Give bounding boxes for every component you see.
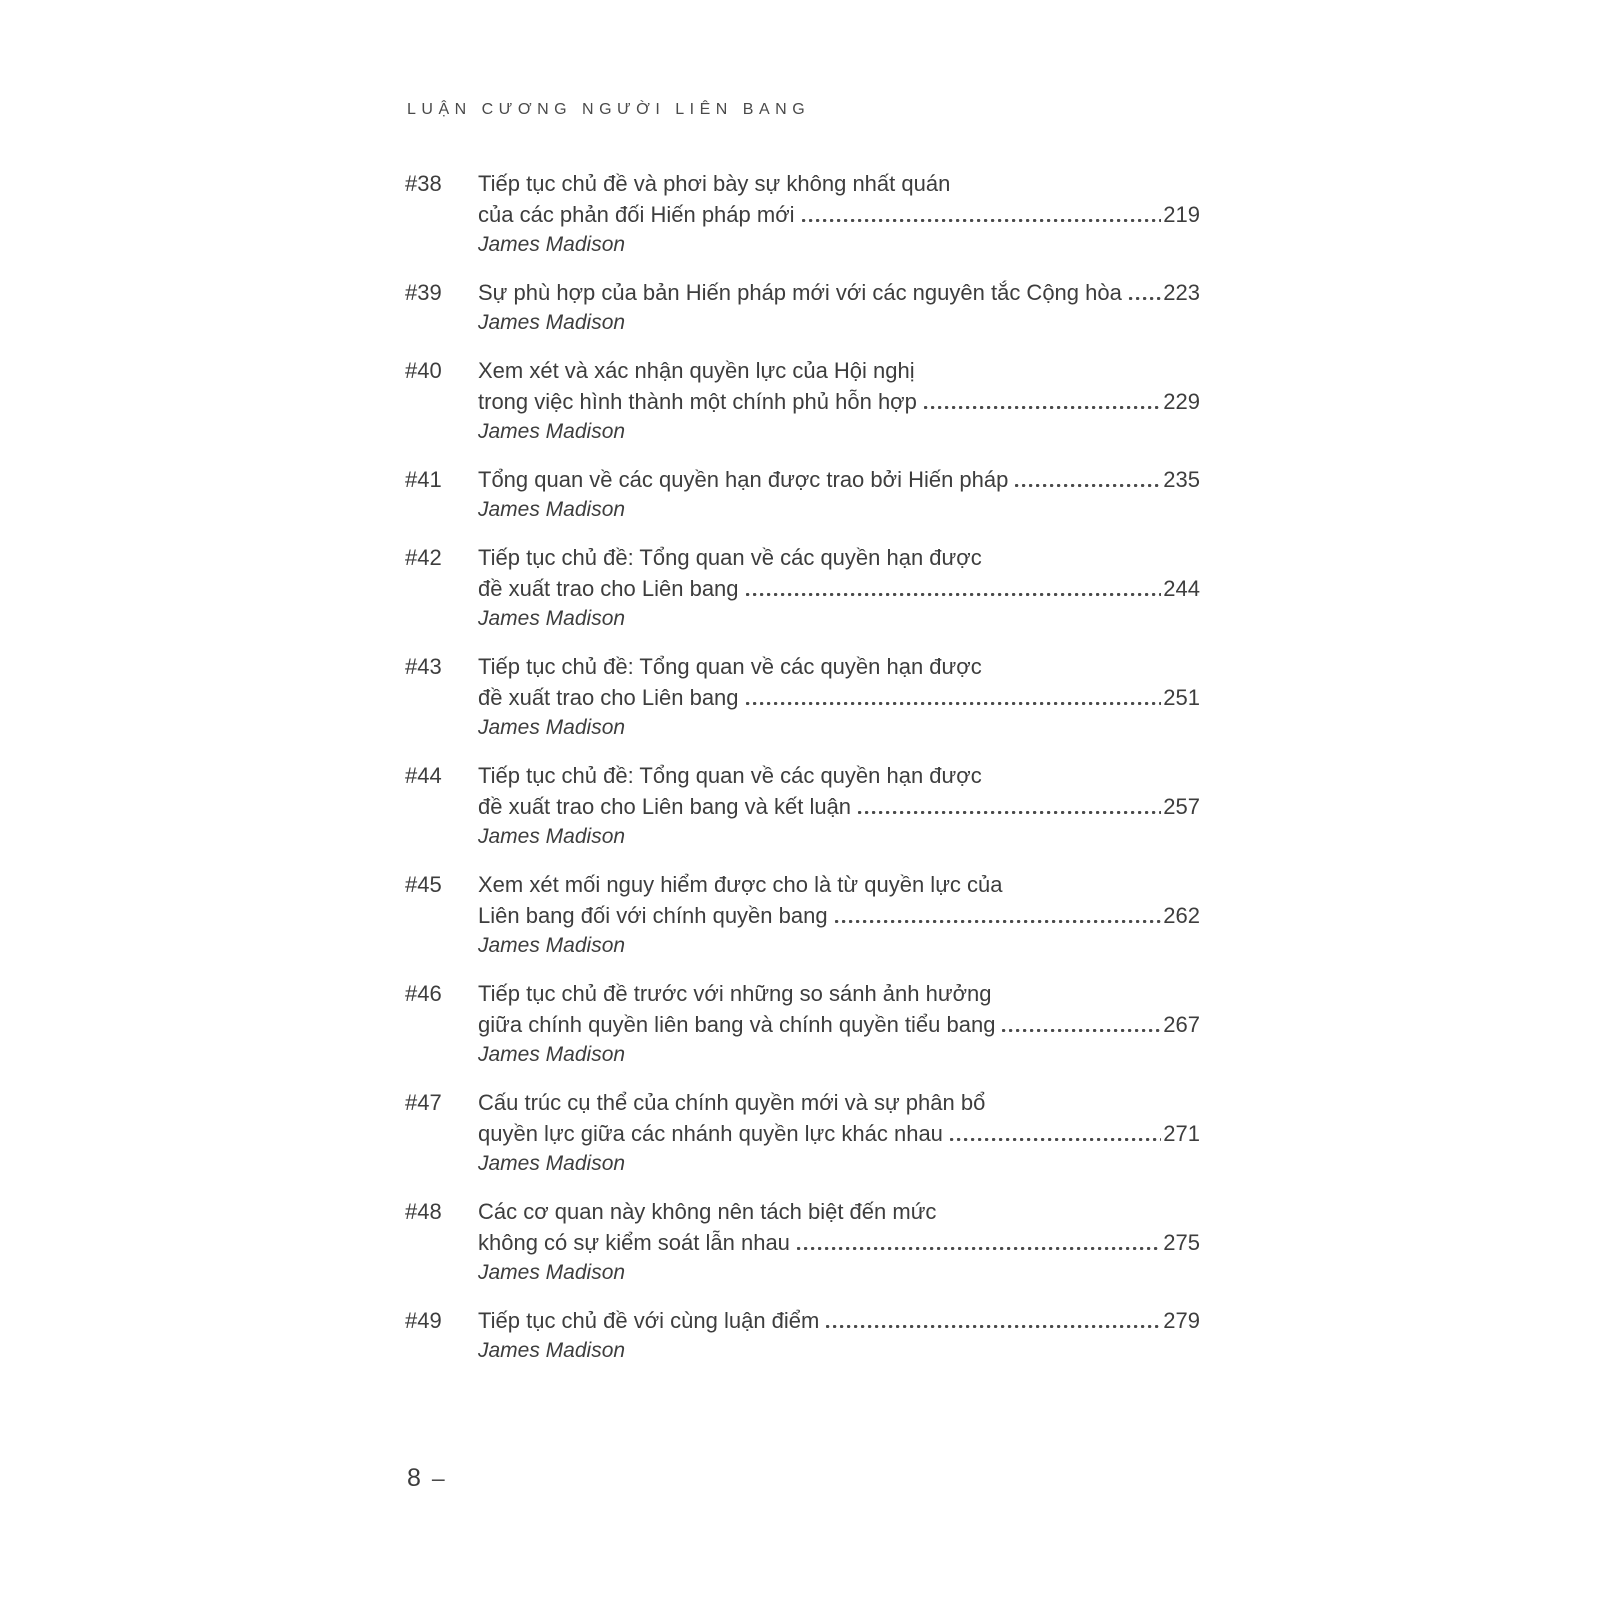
entry-body — [478, 1305, 1200, 1366]
entry-title-text: quyền lực giữa các nhánh quyền lực khác nhau — [478, 1121, 943, 1146]
entry-number: #49 — [405, 1308, 442, 1333]
entry-body — [478, 464, 1200, 525]
dot-leader — [746, 593, 1162, 596]
dot-leader — [1129, 297, 1161, 300]
dot-leader — [746, 702, 1162, 705]
entry-number: #48 — [405, 1199, 442, 1224]
entry-author: James Madison — [478, 1043, 626, 1066]
toc-entry — [405, 1087, 1200, 1179]
dot-leader — [858, 811, 1161, 814]
entry-author: James Madison — [478, 607, 626, 630]
entry-title-text: đề xuất trao cho Liên bang — [478, 685, 739, 710]
entry-page-number: 244 — [1163, 576, 1200, 601]
dot-leader — [835, 920, 1162, 923]
toc-entry — [405, 542, 1200, 634]
entry-page-number: 223 — [1163, 280, 1200, 305]
entry-author: James Madison — [478, 311, 626, 334]
toc-entry — [405, 978, 1200, 1070]
entry-page-number: 262 — [1163, 903, 1200, 928]
entry-title-leader-row — [478, 464, 1200, 495]
footer-page-number: 8 — [407, 1464, 421, 1492]
entry-author: James Madison — [478, 934, 626, 957]
entry-body — [478, 869, 1200, 961]
toc-entry — [405, 464, 1200, 525]
entry-author: James Madison — [478, 498, 626, 521]
toc-entry — [405, 1196, 1200, 1288]
entry-body — [478, 1087, 1200, 1179]
entry-page-number: 257 — [1163, 794, 1200, 819]
entry-title-leader-row — [478, 1118, 1200, 1149]
entry-title-text: Liên bang đối với chính quyền bang — [478, 903, 828, 928]
dot-leader — [950, 1138, 1161, 1141]
toc-entry — [405, 869, 1200, 961]
toc-entry — [405, 1305, 1200, 1366]
entry-title-text: giữa chính quyền liên bang và chính quyền tiểu bang — [478, 1012, 996, 1037]
entry-number: #41 — [405, 467, 442, 492]
entry-body — [478, 277, 1200, 338]
entry-title-leader-row — [478, 682, 1200, 713]
page-footer — [407, 1464, 445, 1493]
toc-entry — [405, 651, 1200, 743]
entry-title-leader-row — [478, 277, 1200, 308]
entry-body — [478, 760, 1200, 852]
toc-list — [405, 168, 1200, 1383]
entry-author: James Madison — [478, 233, 626, 256]
entry-title-text: Tiếp tục chủ đề với cùng luận điểm — [478, 1308, 820, 1333]
entry-number: #40 — [405, 358, 442, 383]
entry-title-leader-row — [478, 900, 1200, 931]
entry-author: James Madison — [478, 1152, 626, 1175]
entry-title-line: Tiếp tục chủ đề: Tổng quan về các quyền hạn được — [478, 763, 982, 788]
entry-title-leader-row — [478, 1305, 1200, 1336]
entry-number: #46 — [405, 981, 442, 1006]
dot-leader — [826, 1325, 1161, 1328]
entry-author: James Madison — [478, 716, 626, 739]
entry-title-text: đề xuất trao cho Liên bang và kết luận — [478, 794, 852, 819]
entry-title-leader-row — [478, 573, 1200, 604]
entry-body — [478, 355, 1200, 447]
toc-entry — [405, 168, 1200, 260]
dot-leader — [1015, 484, 1161, 487]
running-header: LUẬN CƯƠNG NGƯỜI LIÊN BANG — [407, 101, 811, 118]
entry-title-line: Các cơ quan này không nên tách biệt đến mức — [478, 1199, 937, 1224]
entry-title-line: Xem xét và xác nhận quyền lực của Hội nghị — [478, 358, 915, 383]
entry-title-text: trong việc hình thành một chính phủ hỗn hợp — [478, 389, 917, 414]
entry-title-leader-row — [478, 1227, 1200, 1258]
dot-leader — [1002, 1029, 1161, 1032]
entry-author: James Madison — [478, 1339, 626, 1362]
entry-number: #44 — [405, 763, 442, 788]
entry-title-leader-row — [478, 386, 1200, 417]
entry-body — [478, 1196, 1200, 1288]
entry-title-leader-row — [478, 791, 1200, 822]
entry-page-number: 275 — [1163, 1230, 1200, 1255]
entry-page-number: 279 — [1163, 1308, 1200, 1333]
dot-leader — [924, 406, 1161, 409]
entry-title-text: Tổng quan về các quyền hạn được trao bởi Hiến pháp — [478, 467, 1009, 492]
entry-title-text: của các phản đối Hiến pháp mới — [478, 202, 795, 227]
entry-number: #45 — [405, 872, 442, 897]
entry-author: James Madison — [478, 825, 626, 848]
entry-title-text: Sự phù hợp của bản Hiến pháp mới với các nguyên tắc Cộng hòa — [478, 280, 1122, 305]
entry-number: #42 — [405, 545, 442, 570]
entry-body — [478, 168, 1200, 260]
footer-dash: – — [431, 1465, 445, 1491]
entry-title-leader-row — [478, 1009, 1200, 1040]
entry-title-line: Tiếp tục chủ đề: Tổng quan về các quyền hạn được — [478, 654, 982, 679]
entry-title-text: đề xuất trao cho Liên bang — [478, 576, 739, 601]
toc-entry — [405, 277, 1200, 338]
entry-page-number: 267 — [1163, 1012, 1200, 1037]
entry-page-number: 219 — [1163, 202, 1200, 227]
entry-number: #47 — [405, 1090, 442, 1115]
entry-number: #38 — [405, 171, 442, 196]
entry-page-number: 229 — [1163, 389, 1200, 414]
entry-author: James Madison — [478, 1261, 626, 1284]
entry-page-number: 271 — [1163, 1121, 1200, 1146]
entry-number: #43 — [405, 654, 442, 679]
entry-title-line: Tiếp tục chủ đề và phơi bày sự không nhất quán — [478, 171, 951, 196]
entry-number: #39 — [405, 280, 442, 305]
entry-body — [478, 651, 1200, 743]
entry-title-line: Cấu trúc cụ thể của chính quyền mới và sự phân bổ — [478, 1090, 986, 1115]
entry-title-text: không có sự kiểm soát lẫn nhau — [478, 1230, 790, 1255]
entry-page-number: 251 — [1163, 685, 1200, 710]
entry-title-line: Tiếp tục chủ đề: Tổng quan về các quyền hạn được — [478, 545, 982, 570]
entry-title-leader-row — [478, 199, 1200, 230]
entry-title-line: Xem xét mối nguy hiểm được cho là từ quyền lực của — [478, 872, 1003, 897]
entry-page-number: 235 — [1163, 467, 1200, 492]
toc-entry — [405, 355, 1200, 447]
entry-author: James Madison — [478, 420, 626, 443]
toc-entry — [405, 760, 1200, 852]
entry-body — [478, 978, 1200, 1070]
entry-body — [478, 542, 1200, 634]
dot-leader — [797, 1247, 1161, 1250]
dot-leader — [802, 219, 1162, 222]
entry-title-line: Tiếp tục chủ đề trước với những so sánh ảnh hưởng — [478, 981, 992, 1006]
